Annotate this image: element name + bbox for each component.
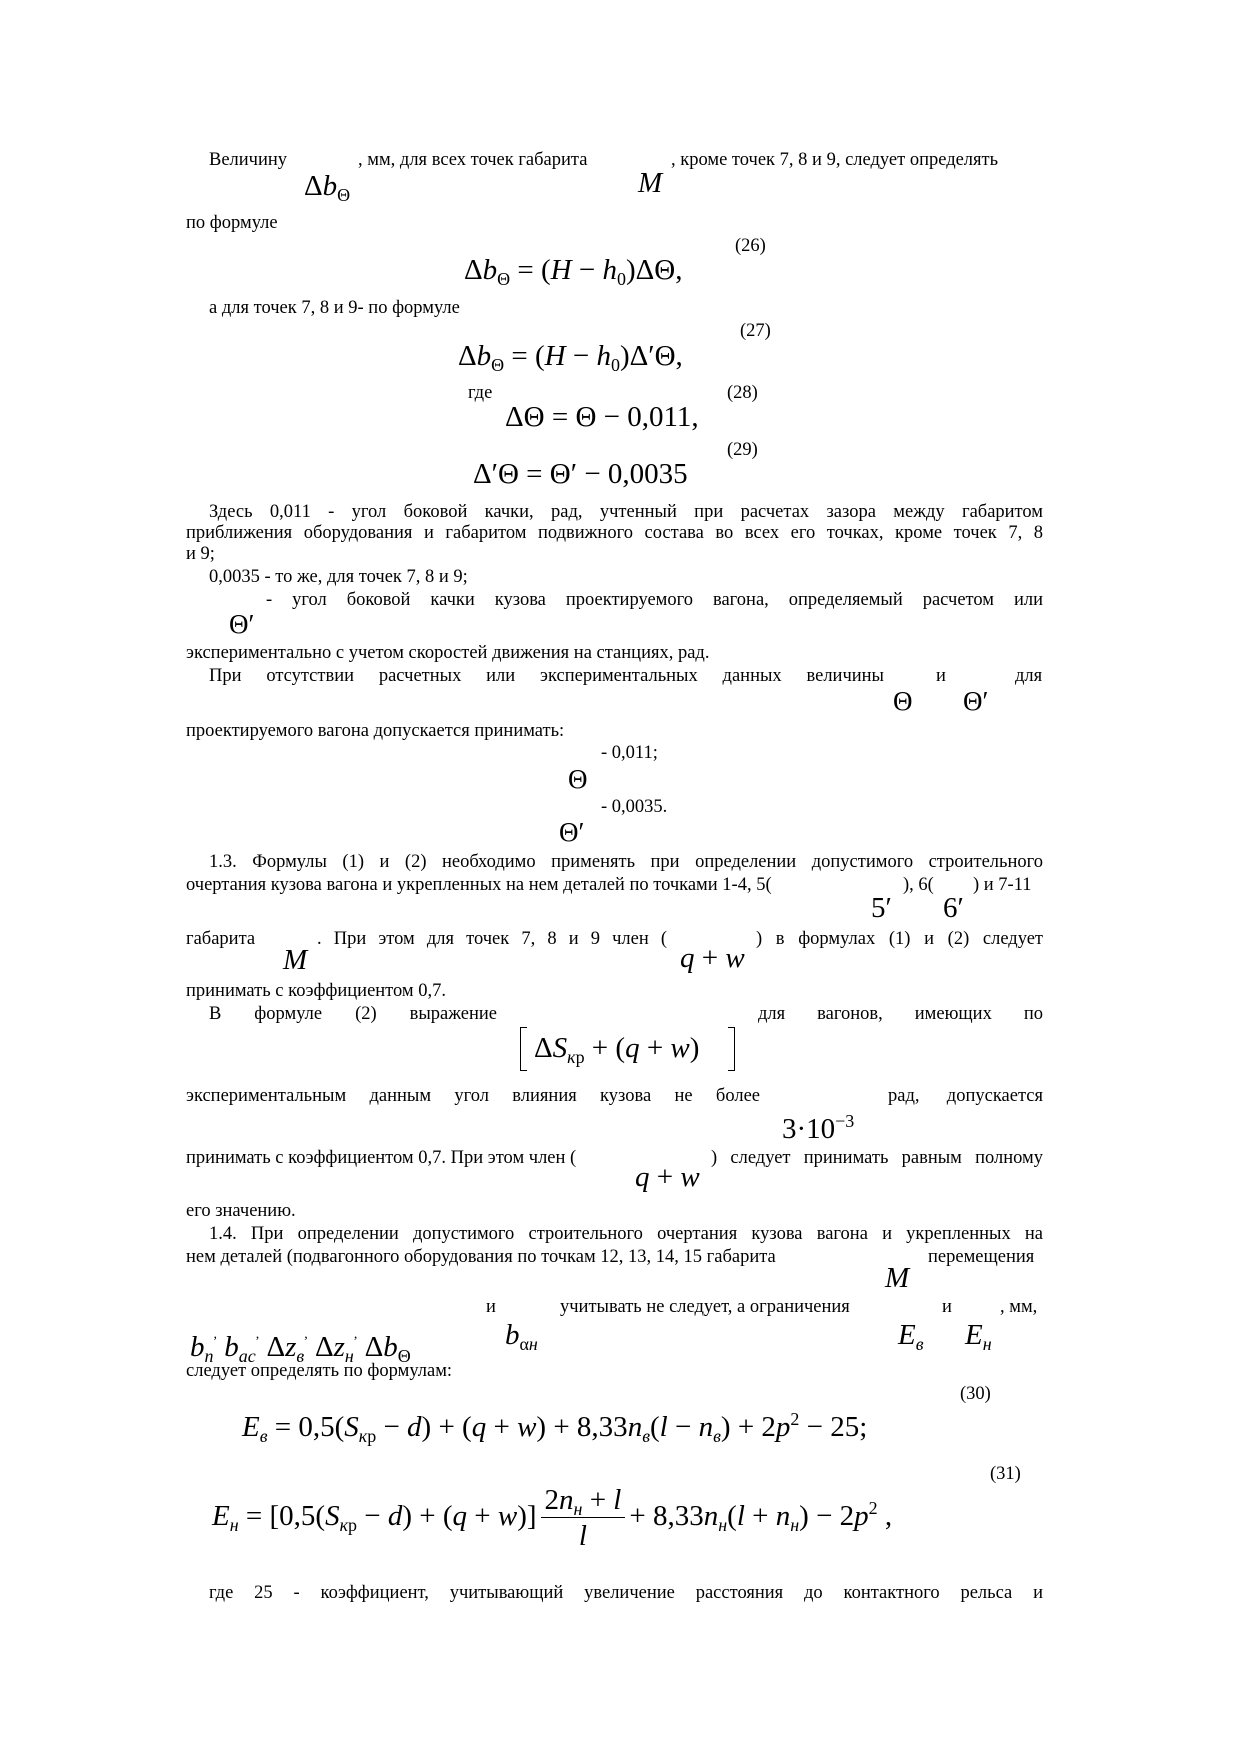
text-13-1: 1.3. Формулы (1) и (2) необходимо применять при определении допустимого строительного xyxy=(209,852,1043,872)
eq-number-27: (27) xyxy=(740,321,771,341)
text-zdes-2: приближения оборудования и габаритом подвижного состава во всех его точках, кроме точек 7, 8 xyxy=(186,523,1043,543)
math-M-3: M xyxy=(885,1262,910,1294)
eq-number-31: (31) xyxy=(990,1464,1021,1484)
math-6-prime: 6′ xyxy=(943,892,964,924)
text-prin-a: принимать с коэффициентом 0,7. При этом член ( xyxy=(186,1148,577,1168)
text-14-3a: и xyxy=(486,1297,496,1317)
eq-number-26: (26) xyxy=(735,236,766,256)
text-13-3b: . При этом для точек 7, 8 и 9 член ( xyxy=(317,929,667,949)
text-l1b: , мм, для всех точек габарита xyxy=(358,150,588,170)
formula-26: $\Delta b_\Theta = (H - h_0)\Delta\Theta$, xyxy=(464,254,683,289)
formula-29: Δ′Θ = Θ′ − 0,0035 xyxy=(473,458,688,490)
text-gde-25: где 25 - коэффициент, учитывающий увеличение расстояния до контактного рельса и xyxy=(209,1583,1043,1603)
text-prin-2: его значению. xyxy=(186,1201,296,1221)
text-theta-desc-2: экспериментально с учетом скоростей движения на станциях, рад. xyxy=(186,643,710,663)
formula-30: $E_в = 0,5(S_{кр} - d) + (q + w) + 8,33n_в(l - n_в) + 2p^2 - 25$; xyxy=(242,1408,868,1446)
text-13-4: принимать с коэффициентом 0,7. xyxy=(186,981,447,1001)
math-theta-prime-2: Θ′ xyxy=(963,686,989,716)
text-pri-1a: При отсутствии расчетных или экспериментальных данных величины xyxy=(209,666,884,686)
text-0035: 0,0035 - то же, для точек 7, 8 и 9; xyxy=(209,567,468,587)
text-l3: а для точек 7, 8 и 9- по формуле xyxy=(209,298,460,318)
text-pri-1b: и xyxy=(936,666,946,686)
math-theta-3: Θ xyxy=(568,764,588,794)
text-value-1: - 0,011; xyxy=(601,743,658,763)
text-13-2c: ) и 7-11 xyxy=(973,875,1032,895)
math-bracket-expr: $\Delta S_{кр} + (q + w)$ xyxy=(520,1027,735,1071)
text-14-3b: учитывать не следует, а ограничения xyxy=(560,1297,850,1317)
math-q-plus-w: q + w xyxy=(680,942,745,974)
math-b-alpha-n: $b_{\alpha н}$ xyxy=(505,1319,538,1354)
text-pri-2: проектируемого вагона допускается принимать: xyxy=(186,721,565,741)
eq-number-30: (30) xyxy=(960,1384,991,1404)
text-v-formule-a: В формуле (2) выражение xyxy=(209,1004,497,1024)
eq-number-28: (28) xyxy=(727,383,758,403)
text-14-1: 1.4. При определении допустимого строительного очертания кузова вагона и укрепленных на xyxy=(209,1224,1043,1244)
text-theta-desc: - угол боковой качки кузова проектируемого вагона, определяемый расчетом или xyxy=(266,590,1043,610)
formula-28: ΔΘ = Θ − 0,011, xyxy=(505,401,699,433)
math-3e-3: $3\cdot 10^{-3}$ xyxy=(782,1110,855,1145)
math-delta-b-theta: $\Delta b_\Theta$ xyxy=(304,170,351,205)
text-gde-1: где xyxy=(468,383,493,403)
text-13-2a: очертания кузова вагона и укрепленных на нем деталей по точками 1-4, 5( xyxy=(186,875,772,895)
math-M-2: M xyxy=(283,944,308,976)
text-13-2b: ), 6( xyxy=(903,875,934,895)
text-velichinu: Величину xyxy=(209,150,288,170)
text-14-4: следует определять по формулам: xyxy=(186,1361,453,1381)
math-E-v: $E_в$ xyxy=(898,1319,924,1354)
math-5-prime: 5′ xyxy=(871,892,892,924)
formula-31: $E_н = [0,5(S_{кр} - d) + (q + w)]$ $\frac{2n_н + l}{l}$ + $8,33n_н(l + n_н) - 2p^2$ , xyxy=(212,1484,893,1552)
math-E-n: $E_н$ xyxy=(965,1319,992,1354)
text-exp-a: экспериментальным данным угол влияния кузова не более xyxy=(186,1086,760,1106)
math-vars-list: $b_п^,$ $b_{ас}^,$ $\Delta z_в^,$ $\Delta z_н^,$ $\Delta b_\Theta$ xyxy=(190,1327,411,1366)
math-q-plus-w-2: q + w xyxy=(635,1161,700,1193)
text-14-3d: , мм, xyxy=(1000,1297,1038,1317)
math-M: M xyxy=(638,167,663,199)
eq-number-29: (29) xyxy=(727,440,758,460)
text-v-formule-b: для вагонов, имеющих по xyxy=(758,1004,1043,1024)
math-theta-prime: Θ′ xyxy=(229,609,255,639)
text-po-formule: по формуле xyxy=(186,213,278,233)
math-theta: Θ xyxy=(893,686,913,716)
formula-27: $\Delta b_\Theta = (H - h_0)\Delta'\Theta$, xyxy=(458,340,683,375)
text-13-3c: ) в формулах (1) и (2) следует xyxy=(756,929,1043,949)
text-13-3a: габарита xyxy=(186,929,256,949)
text-value-2: - 0,0035. xyxy=(601,797,668,817)
text-zdes-1: Здесь 0,011 - угол боковой качки, рад, учтенный при расчетах зазора между габаритом xyxy=(209,502,1043,522)
text-14-3c: и xyxy=(942,1297,952,1317)
text-l1c: , кроме точек 7, 8 и 9, следует определять xyxy=(671,150,999,170)
text-zdes-3: и 9; xyxy=(186,544,215,564)
text-14-2b: перемещения xyxy=(928,1247,1035,1267)
math-theta-prime-3: Θ′ xyxy=(559,817,585,847)
text-14-2a: нем деталей (подвагонного оборудования по точкам 12, 13, 14, 15 габарита xyxy=(186,1247,776,1267)
text-exp-b: рад, допускается xyxy=(888,1086,1043,1106)
text-prin-b: ) следует принимать равным полному xyxy=(711,1148,1043,1168)
text-pri-1c: для xyxy=(1015,666,1043,686)
